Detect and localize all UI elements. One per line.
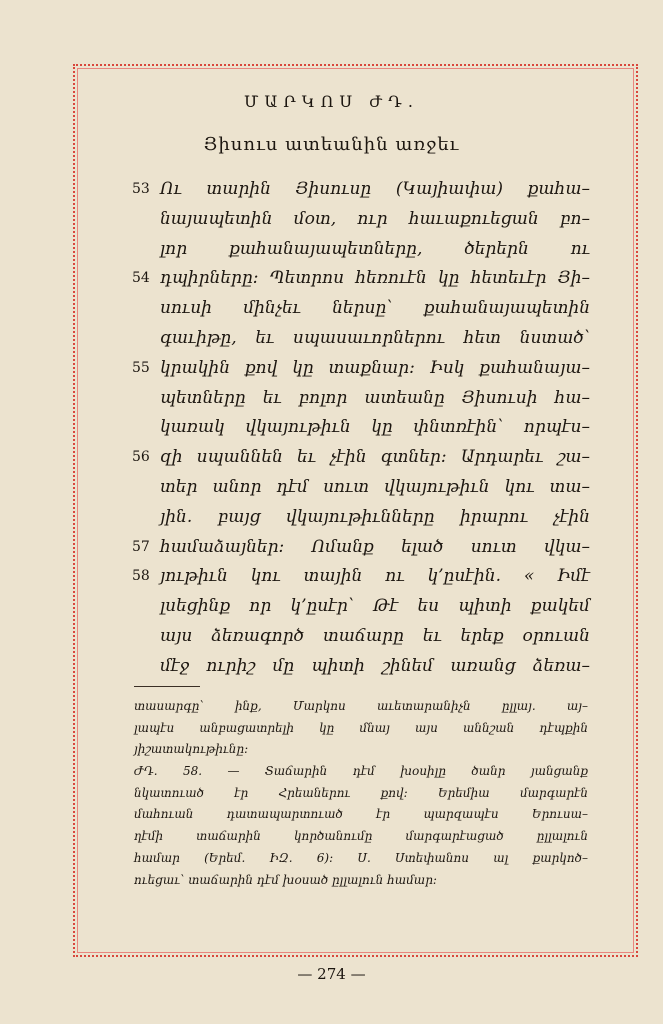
text-line	[132, 175, 590, 205]
text-line	[160, 413, 590, 443]
line-text: յին. բայց վկայութիւնները իրարու չէին	[160, 506, 590, 527]
verse-number: 55	[132, 359, 150, 376]
text-line	[132, 354, 590, 384]
text-line	[132, 264, 590, 294]
line-text: այս ձեռագործ տաճարը եւ երեք օրուան	[160, 625, 590, 646]
text-line	[132, 562, 590, 592]
text-line	[160, 592, 590, 622]
line-text: տեր անոր դէմ սուտ վկայութիւն կու տա–	[160, 476, 590, 497]
line-text: գաւիթը, եւ սպասաւորներու հետ նստած՝	[160, 327, 590, 348]
line-text: լսեցինք որ կ’ըսէր՝ Թէ ես պիտի քակեմ	[160, 596, 590, 617]
line-text: նայապետին մօտ, ուր հաւաքուեցան բո–	[160, 208, 590, 229]
line-text: Ու տարին Յիսուսը (Կայիափա) քահա–	[160, 179, 590, 199]
line-text: պետները եւ բոլոր ատեանը Յիսուսի հա–	[160, 387, 590, 408]
line-text: համաձայներ։ Ոմանք ելած սուտ վկա–	[160, 536, 590, 557]
line-text: կառակ վկայութիւն կը փնտռէին՝ որպէս–	[160, 417, 590, 438]
section-title: Յիսուս ատեանին առջեւ	[203, 134, 460, 155]
text-line	[160, 384, 590, 414]
line-text: կրակին քով կը տաքնար։ Իսկ քահանայա–	[160, 357, 590, 378]
text-line	[160, 622, 590, 652]
text-line	[160, 294, 590, 324]
text-line	[160, 503, 590, 533]
footnote-line: մահուան դատապարտուած էր պարզապէս Երուսա–	[134, 807, 588, 822]
footnote-line: լապէս անբացատրելի կը մնայ այս աննշան դէպքին	[134, 720, 588, 735]
text-line	[160, 235, 590, 265]
verse-number: 54	[132, 270, 150, 287]
line-text: դպիրները։ Պետրոս հեռուէն կը հետեւէր Յի–	[160, 268, 590, 289]
verse-number: 53	[132, 181, 150, 197]
footnote-line: ղէմի տաճարին կործանումը մարգարէացած ըլլալուն	[134, 829, 588, 844]
text-line	[132, 443, 590, 473]
footnote-rule	[134, 686, 200, 687]
footnote-line: ուեցաւ՝ տաճարին դէմ խօսած ըլլալուն համար։	[134, 872, 437, 887]
page-number: — 274 —	[297, 965, 366, 983]
text-line	[132, 533, 590, 563]
line-text: մէջ ուրիշ մը պիտի շինեմ առանց ձեռա–	[160, 655, 590, 676]
verse-number: 57	[132, 538, 150, 555]
text-line	[160, 652, 590, 682]
footnote-line: ԺԴ. 58. — Տաճարին դէմ խօսիլը ծանր յանցանք	[134, 764, 588, 779]
footnote-line: տասարգը՝ ինք, Մարկոս աւետարանիչն ըլլայ. այ–	[134, 699, 588, 713]
footnote-line: համար (Երեմ. ԻԶ. 6)։ Ս. Ստեփանոս ալ քարկոծ–	[134, 850, 588, 865]
text-line	[160, 205, 590, 235]
verse-number: 56	[132, 449, 150, 466]
footnote-line: նկատուած էր Հրեաներու քով։ Երեմիա մարգարէն	[134, 785, 588, 800]
line-text: զի սպաննեն եւ չէին գտներ։ Արդարեւ շա–	[160, 447, 590, 468]
text-line	[160, 324, 590, 354]
text-line	[160, 473, 590, 503]
verse-number: 58	[132, 568, 150, 585]
footnote-line: յիշատակութիւնը։	[134, 742, 249, 757]
verse-block	[132, 175, 590, 682]
line-text: յութիւն կու տային ու կ’ըսէին. « Իմէ	[160, 566, 590, 587]
running-header: ՄԱՐԿՈՍ ԺԴ.	[244, 92, 419, 111]
line-text: լոր քահանայապետները, ծերերն ու	[160, 238, 590, 259]
line-text: սուսի մինչեւ ներսը՝ քահանայապետին	[160, 298, 590, 319]
footnotes	[134, 696, 588, 891]
